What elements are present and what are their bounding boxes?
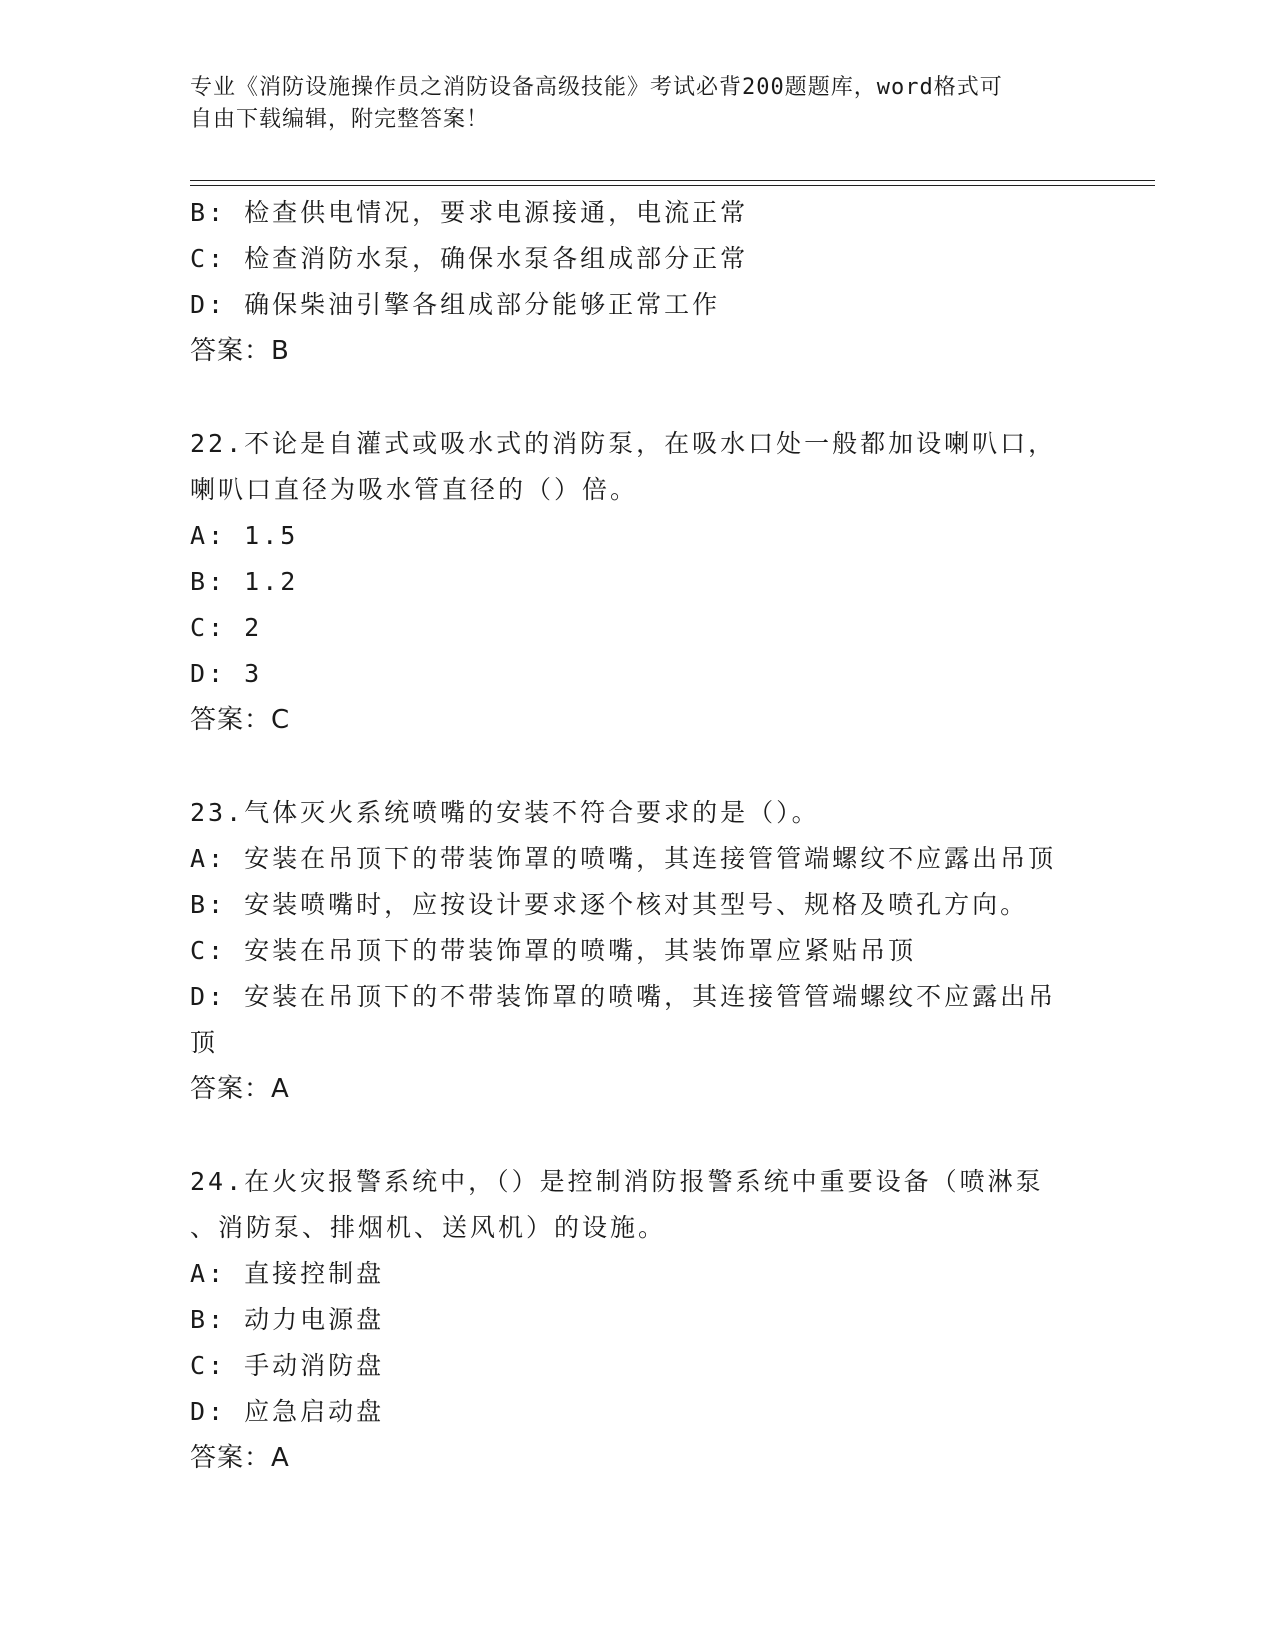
option-b: B: 安装喷嘴时，应按设计要求逐个核对其型号、规格及喷孔方向。 [190, 890, 1029, 919]
option-a: A: 1.5 [190, 521, 299, 550]
answer-line: 答案：B [190, 336, 290, 366]
question-text-line-1: 23.气体灭火系统喷嘴的安装不符合要求的是（）。 [190, 798, 820, 827]
option-c: C: 检查消防水泵，确保水泵各组成部分正常 [190, 244, 749, 273]
question-text-line-1: 24.在火灾报警系统中，（）是控制消防报警系统中重要设备（喷淋泵 [190, 1167, 1044, 1196]
document-header [190, 72, 1090, 136]
option-a: A: 安装在吊顶下的带装饰罩的喷嘴，其连接管管端螺纹不应露出吊顶 [190, 844, 1057, 873]
answer-line: 答案：C [190, 705, 291, 735]
answer-line: 答案：A [190, 1443, 290, 1473]
option-d: D: 3 [190, 659, 263, 688]
question-block-22 [190, 421, 1090, 743]
spacer [190, 1112, 1090, 1159]
question-text-line-2: 喇叭口直径为吸水管直径的（）倍。 [190, 475, 639, 504]
question-block-24 [190, 1159, 1090, 1481]
option-d: D: 应急启动盘 [190, 1397, 385, 1426]
header-divider-top [190, 180, 1155, 181]
option-c: C: 2 [190, 613, 263, 642]
option-d: D: 确保柴油引擎各组成部分能够正常工作 [190, 290, 721, 319]
option-b: B: 动力电源盘 [190, 1305, 385, 1334]
option-c: C: 安装在吊顶下的带装饰罩的喷嘴，其装饰罩应紧贴吊顶 [190, 936, 917, 965]
question-block-21-tail [190, 190, 1090, 374]
option-b: B: 检查供电情况，要求电源接通，电流正常 [190, 198, 749, 227]
question-text-line-2: 、消防泵、排烟机、送风机）的设施。 [190, 1213, 667, 1242]
question-list [190, 190, 1090, 1481]
option-d-line-1: D: 安装在吊顶下的不带装饰罩的喷嘴，其连接管管端螺纹不应露出吊 [190, 982, 1057, 1011]
spacer [190, 374, 1090, 421]
answer-line: 答案：A [190, 1074, 290, 1104]
header-line-2: 自由下载编辑，附完整答案！ [190, 107, 490, 132]
spacer [190, 743, 1090, 790]
question-block-23 [190, 790, 1090, 1112]
header-divider-bottom [190, 185, 1155, 186]
option-d-line-2: 顶 [190, 1028, 219, 1057]
option-c: C: 手动消防盘 [190, 1351, 385, 1380]
header-line-1: 专业《消防设施操作员之消防设备高级技能》考试必背200题题库，word格式可 [190, 75, 1003, 100]
option-b: B: 1.2 [190, 567, 299, 596]
question-text-line-1: 22.不论是自灌式或吸水式的消防泵，在吸水口处一般都加设喇叭口， [190, 429, 1057, 458]
option-a: A: 直接控制盘 [190, 1259, 385, 1288]
